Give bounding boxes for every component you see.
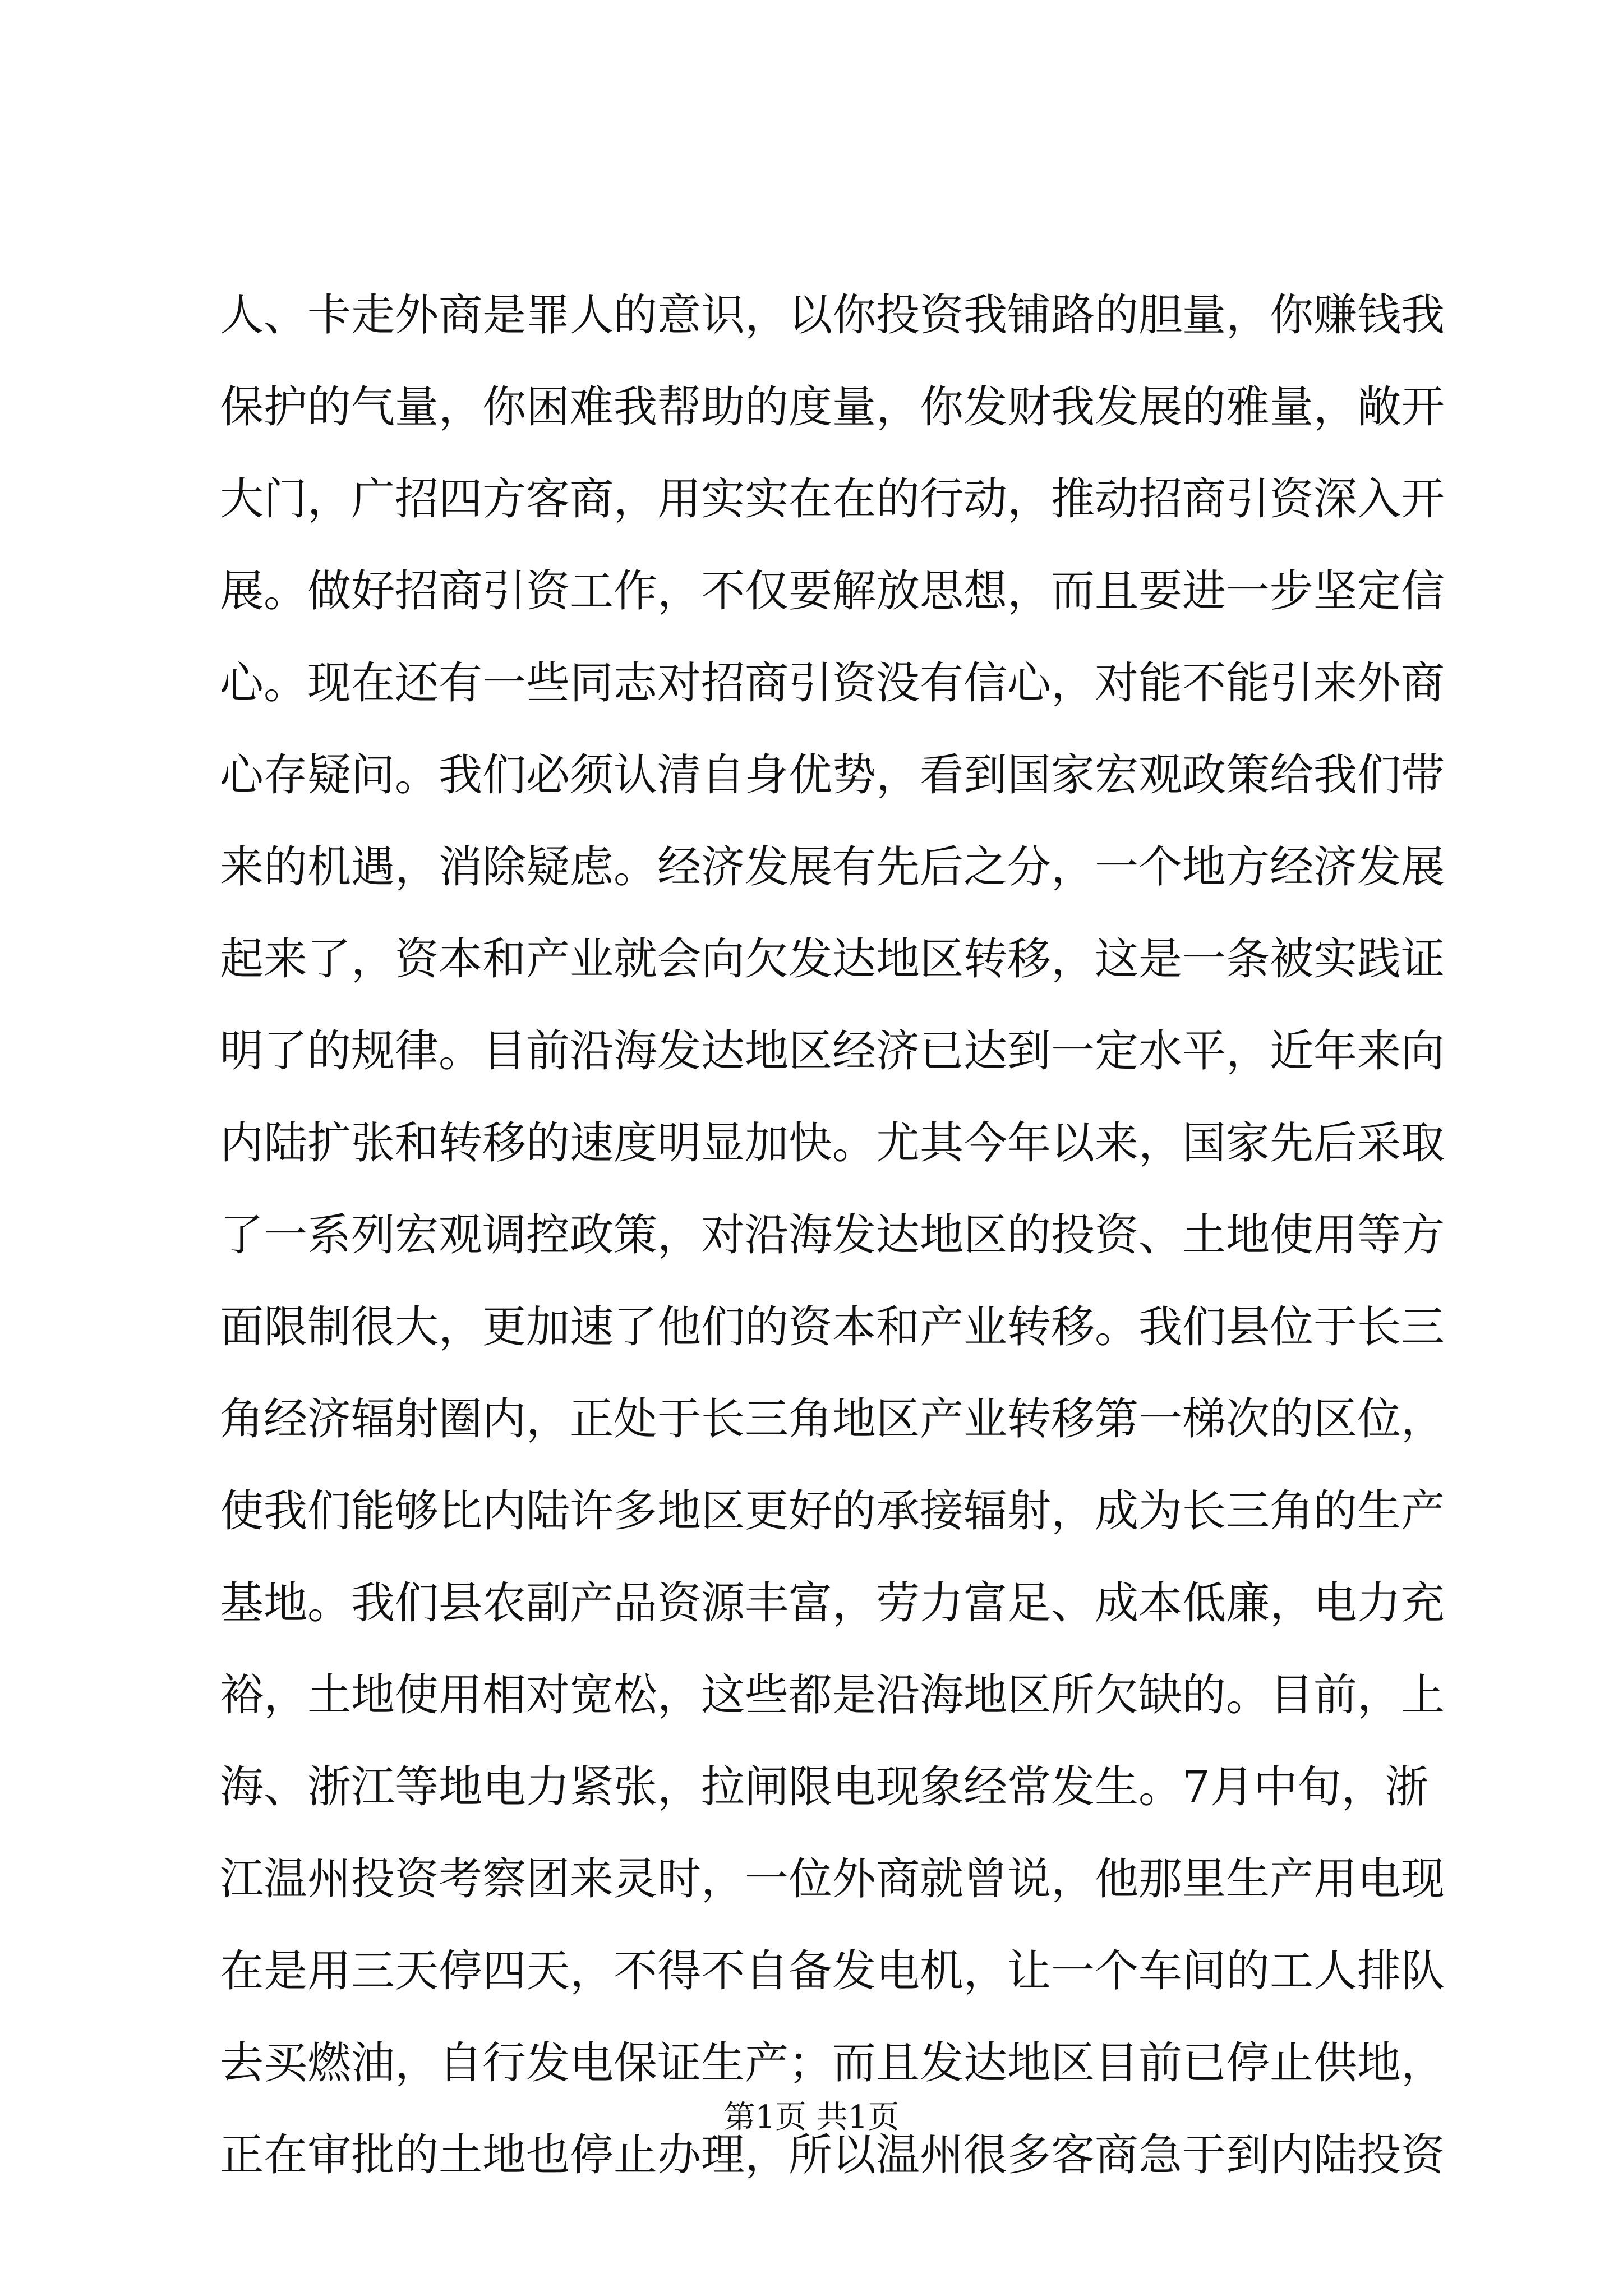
text-line: 心。现在还有一些同志对招商引资没有信心，对能不能引来外商 bbox=[220, 658, 1445, 708]
text-line: 展。做好招商引资工作，不仅要解放思想，而且要进一步坚定信 bbox=[220, 566, 1445, 616]
text-line: 来的机遇，消除疑虑。经济发展有先后之分，一个地方经济发展 bbox=[220, 842, 1445, 892]
text-line: 海、浙江等地电力紧张，拉闸限电现象经常发生。7月中旬，浙 bbox=[220, 1762, 1429, 1812]
text-line: 心存疑问。我们必须认清自身优势，看到国家宏观政策给我们带 bbox=[220, 750, 1445, 800]
text-line: 正在审批的土地也停止办理，所以温州很多客商急于到内陆投资 bbox=[220, 2130, 1445, 2180]
text-line: 面限制很大，更加速了他们的资本和产业转移。我们县位于长三 bbox=[220, 1302, 1445, 1352]
text-line: 了一系列宏观调控政策，对沿海发达地区的投资、土地使用等方 bbox=[220, 1210, 1445, 1260]
text-line: 明了的规律。目前沿海发达地区经济已达到一定水平，近年来向 bbox=[220, 1026, 1445, 1076]
body-text bbox=[220, 269, 1445, 2201]
text-line: 裕，土地使用相对宽松，这些都是沿海地区所欠缺的。目前，上 bbox=[220, 1670, 1445, 1720]
text-line: 保护的气量，你困难我帮助的度量，你发财我发展的雅量，敞开 bbox=[220, 382, 1445, 432]
text-line: 大门，广招四方客商，用实实在在的行动，推动招商引资深入开 bbox=[220, 474, 1445, 524]
text-line: 角经济辐射圈内，正处于长三角地区产业转移第一梯次的区位， bbox=[220, 1394, 1445, 1444]
text-line: 基地。我们县农副产品资源丰富，劳力富足、成本低廉，电力充 bbox=[220, 1578, 1445, 1628]
text-line: 江温州投资考察团来灵时，一位外商就曾说，他那里生产用电现 bbox=[220, 1854, 1445, 1904]
text-line: 内陆扩张和转移的速度明显加快。尤其今年以来，国家先后采取 bbox=[220, 1118, 1445, 1168]
text-line: 在是用三天停四天，不得不自备发电机，让一个车间的工人排队 bbox=[220, 1946, 1445, 1996]
text-line: 人、卡走外商是罪人的意识，以你投资我铺路的胆量，你赚钱我 bbox=[220, 290, 1445, 341]
page-number: 第1页 共1页 bbox=[723, 2099, 900, 2136]
text-line: 使我们能够比内陆许多地区更好的承接辐射，成为长三角的生产 bbox=[220, 1486, 1445, 1536]
page-footer bbox=[0, 2095, 1623, 2140]
text-line: 起来了，资本和产业就会向欠发达地区转移，这是一条被实践证 bbox=[220, 934, 1445, 984]
text-line: 去买燃油，自行发电保证生产；而且发达地区目前已停止供地， bbox=[220, 2038, 1445, 2088]
